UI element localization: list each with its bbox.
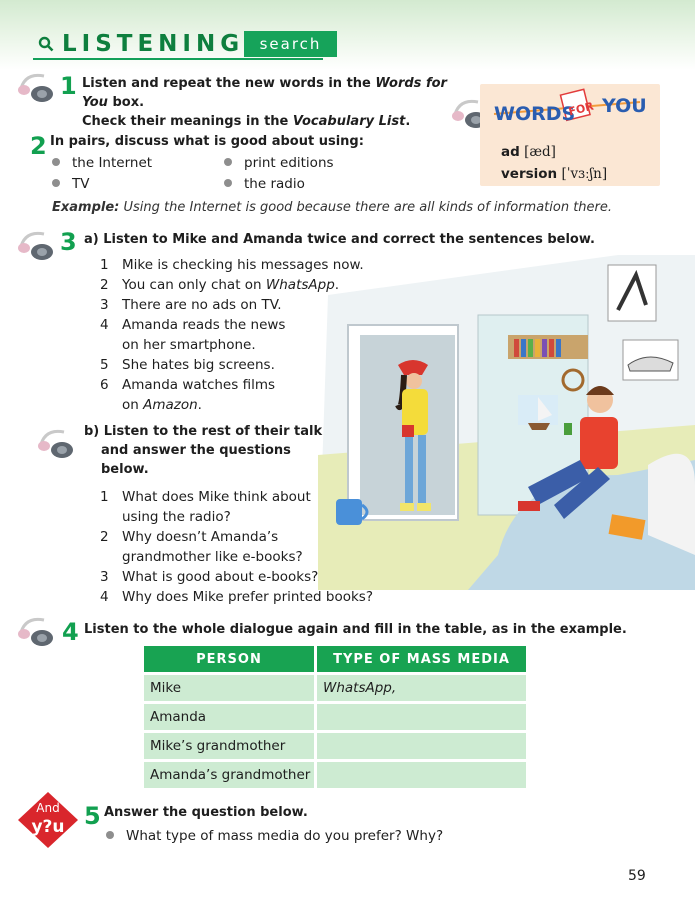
list-item: 3 There are no ads on TV. [100, 297, 282, 313]
list-item: 6 Amanda watches films [100, 377, 276, 393]
list-item-continued: on Amazon. [122, 397, 202, 413]
task5-instruction: Answer the question below. [104, 805, 308, 820]
badge-top-text: And [36, 801, 60, 815]
headphones-icon [14, 614, 62, 650]
table-cell-media: WhatsApp, [316, 674, 528, 703]
task-number: 5 [84, 802, 101, 830]
badge-bottom-text: y?u [31, 817, 65, 837]
list-item-continued: using the radio? [122, 509, 231, 525]
task-number: 4 [62, 618, 79, 646]
table-cell-person: Amanda [144, 703, 316, 732]
headphones-icon [14, 70, 62, 106]
headphones-icon [34, 426, 82, 462]
page-number: 59 [628, 868, 646, 884]
list-item: 1 What does Mike think about [100, 489, 311, 505]
table-cell-media [316, 703, 528, 732]
mass-media-table [144, 646, 529, 788]
task5-bullet: What type of mass media do you prefer? Why? [106, 826, 443, 846]
list-item: 3 What is good about e-books? [100, 569, 319, 585]
wfy-item: ad [æd] [501, 144, 556, 160]
table-cell-person: Mike’s grandmother [144, 732, 316, 761]
table-header: TYPE OF MASS MEDIA [316, 646, 528, 674]
table-header-row [144, 646, 528, 674]
table-row [144, 674, 528, 703]
task-number: 2 [30, 132, 47, 160]
list-item: 2 You can only chat on WhatsApp. [100, 277, 340, 293]
table-cell-media [316, 761, 528, 789]
list-item: 1 Mike is checking his messages now. [100, 257, 364, 273]
option-item: print editions [224, 153, 334, 173]
table-row [144, 761, 528, 789]
task2-instruction: In pairs, discuss what is good about using: [50, 134, 364, 149]
section-title: LISTENING [62, 31, 245, 57]
table-row [144, 732, 528, 761]
list-item: 2 Why doesn’t Amanda’s [100, 529, 279, 545]
table-cell-media [316, 732, 528, 761]
section-tag: search [244, 31, 337, 57]
magnifier-icon [38, 36, 54, 52]
header-underline [33, 58, 323, 60]
table-row [144, 703, 528, 732]
task-number: 3 [60, 228, 77, 256]
task3-part-b: b) Listen to the rest of their talk and answer the questions below. [84, 424, 323, 477]
wfy-list [501, 141, 607, 185]
question-list [100, 487, 373, 607]
task1-instruction: Listen and repeat the new words in the Words for You box. Check their meanings in the Vocabulary List. [82, 76, 447, 129]
list-item: 4 Why does Mike prefer printed books? [100, 589, 373, 605]
headphones-icon [14, 228, 62, 264]
list-item-continued: grandmother like e-books? [122, 549, 303, 565]
table-header: PERSON [144, 646, 316, 674]
bedroom-illustration [318, 255, 695, 590]
list-item-continued: on her smartphone. [122, 337, 256, 353]
task4-instruction: Listen to the whole dialogue again and fill in the table, as in the example. [84, 622, 627, 637]
task-number: 1 [60, 72, 77, 100]
words-for-you-logo [490, 86, 660, 132]
wfy-title-left: WORDS [494, 103, 576, 125]
table-cell-person: Mike [144, 674, 316, 703]
and-you-badge [16, 790, 80, 850]
option-item: the Internet [52, 153, 152, 173]
list-item: 5 She hates big screens. [100, 357, 275, 373]
option-item: the radio [224, 174, 305, 194]
wfy-title-right: YOU [602, 95, 647, 117]
list-item: 4 Amanda reads the news [100, 317, 286, 333]
wfy-item: version [ˈvɜːʃn] [501, 166, 608, 182]
wfy-title-mid: FOR [567, 99, 595, 119]
example-line: Example: Using the Internet is good because there are all kinds of information there. [52, 200, 613, 215]
table-cell-person: Amanda’s grandmother [144, 761, 316, 789]
option-item: TV [52, 174, 89, 194]
sentence-list [100, 255, 364, 415]
task3-part-a: a) Listen to Mike and Amanda twice and correct the sentences below. [84, 232, 595, 247]
